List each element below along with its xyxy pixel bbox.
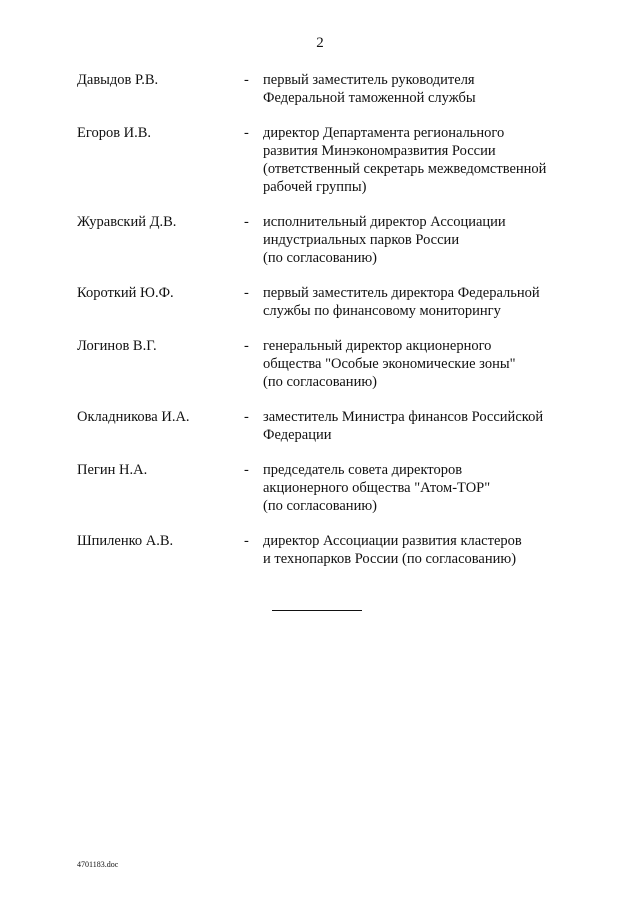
- member-role-line: (по согласованию): [263, 498, 377, 514]
- member-role-line: акционерного общества "Атом-ТОР": [263, 480, 491, 496]
- member-role-line: (по согласованию): [263, 374, 377, 390]
- member-list: [77, 71, 567, 585]
- member-role-line: (ответственный секретарь межведомственной: [263, 161, 547, 177]
- member-role-line: Федерации: [263, 427, 332, 443]
- member-role-line: председатель совета директоров: [263, 462, 463, 478]
- member-name: Пегин Н.А.: [77, 462, 148, 478]
- member-dash: -: [244, 214, 249, 230]
- member-role: [263, 408, 567, 444]
- file-reference: 4701183.doc: [77, 860, 119, 869]
- member-entry: [77, 284, 567, 320]
- member-role-line: директор Департамента регионального: [263, 125, 505, 141]
- member-role-line: директор Ассоциации развития кластеров: [263, 533, 522, 549]
- member-role-line: Федеральной таможенной службы: [263, 90, 476, 106]
- member-dash: -: [244, 285, 249, 301]
- member-role-line: исполнительный директор Ассоциации: [263, 214, 506, 230]
- member-role: [263, 337, 567, 391]
- member-entry: [77, 71, 567, 107]
- member-dash: -: [244, 533, 249, 549]
- member-name: Журавский Д.В.: [77, 214, 177, 230]
- member-name: Шпиленко А.В.: [77, 533, 174, 549]
- member-role: [263, 124, 567, 196]
- member-role-line: индустриальных парков России: [263, 232, 460, 248]
- member-dash: -: [244, 125, 249, 141]
- member-role-line: заместитель Министра финансов Российской: [263, 409, 544, 425]
- member-dash: -: [244, 72, 249, 88]
- member-role-line: генеральный директор акционерного: [263, 338, 492, 354]
- member-role-line: общества "Особые экономические зоны": [263, 356, 516, 372]
- member-role: [263, 284, 567, 320]
- member-role: [263, 532, 567, 568]
- member-dash: -: [244, 462, 249, 478]
- member-name: Логинов В.Г.: [77, 338, 157, 354]
- member-entry: [77, 532, 567, 568]
- member-name: Давыдов Р.В.: [77, 72, 159, 88]
- member-role-line: и технопарков России (по согласованию): [263, 551, 517, 567]
- member-entry: [77, 124, 567, 196]
- member-role: [263, 71, 567, 107]
- member-role-line: (по согласованию): [263, 250, 377, 266]
- member-role: [263, 461, 567, 515]
- member-role-line: развития Минэкономразвития России: [263, 143, 496, 159]
- member-entry: [77, 461, 567, 515]
- member-entry: [77, 337, 567, 391]
- member-role: [263, 213, 567, 267]
- member-role-line: рабочей группы): [263, 179, 367, 195]
- member-dash: -: [244, 409, 249, 425]
- member-role-line: службы по финансовому мониторингу: [263, 303, 501, 319]
- page-number: 2: [316, 35, 324, 51]
- member-role-line: первый заместитель руководителя: [263, 72, 475, 88]
- closing-rule: [272, 610, 362, 611]
- member-dash: -: [244, 338, 249, 354]
- member-name: Окладникова И.А.: [77, 409, 190, 425]
- member-name: Короткий Ю.Ф.: [77, 285, 174, 301]
- member-entry: [77, 213, 567, 267]
- member-role-line: первый заместитель директора Федеральной: [263, 285, 540, 301]
- member-name: Егоров И.В.: [77, 125, 152, 141]
- member-entry: [77, 408, 567, 444]
